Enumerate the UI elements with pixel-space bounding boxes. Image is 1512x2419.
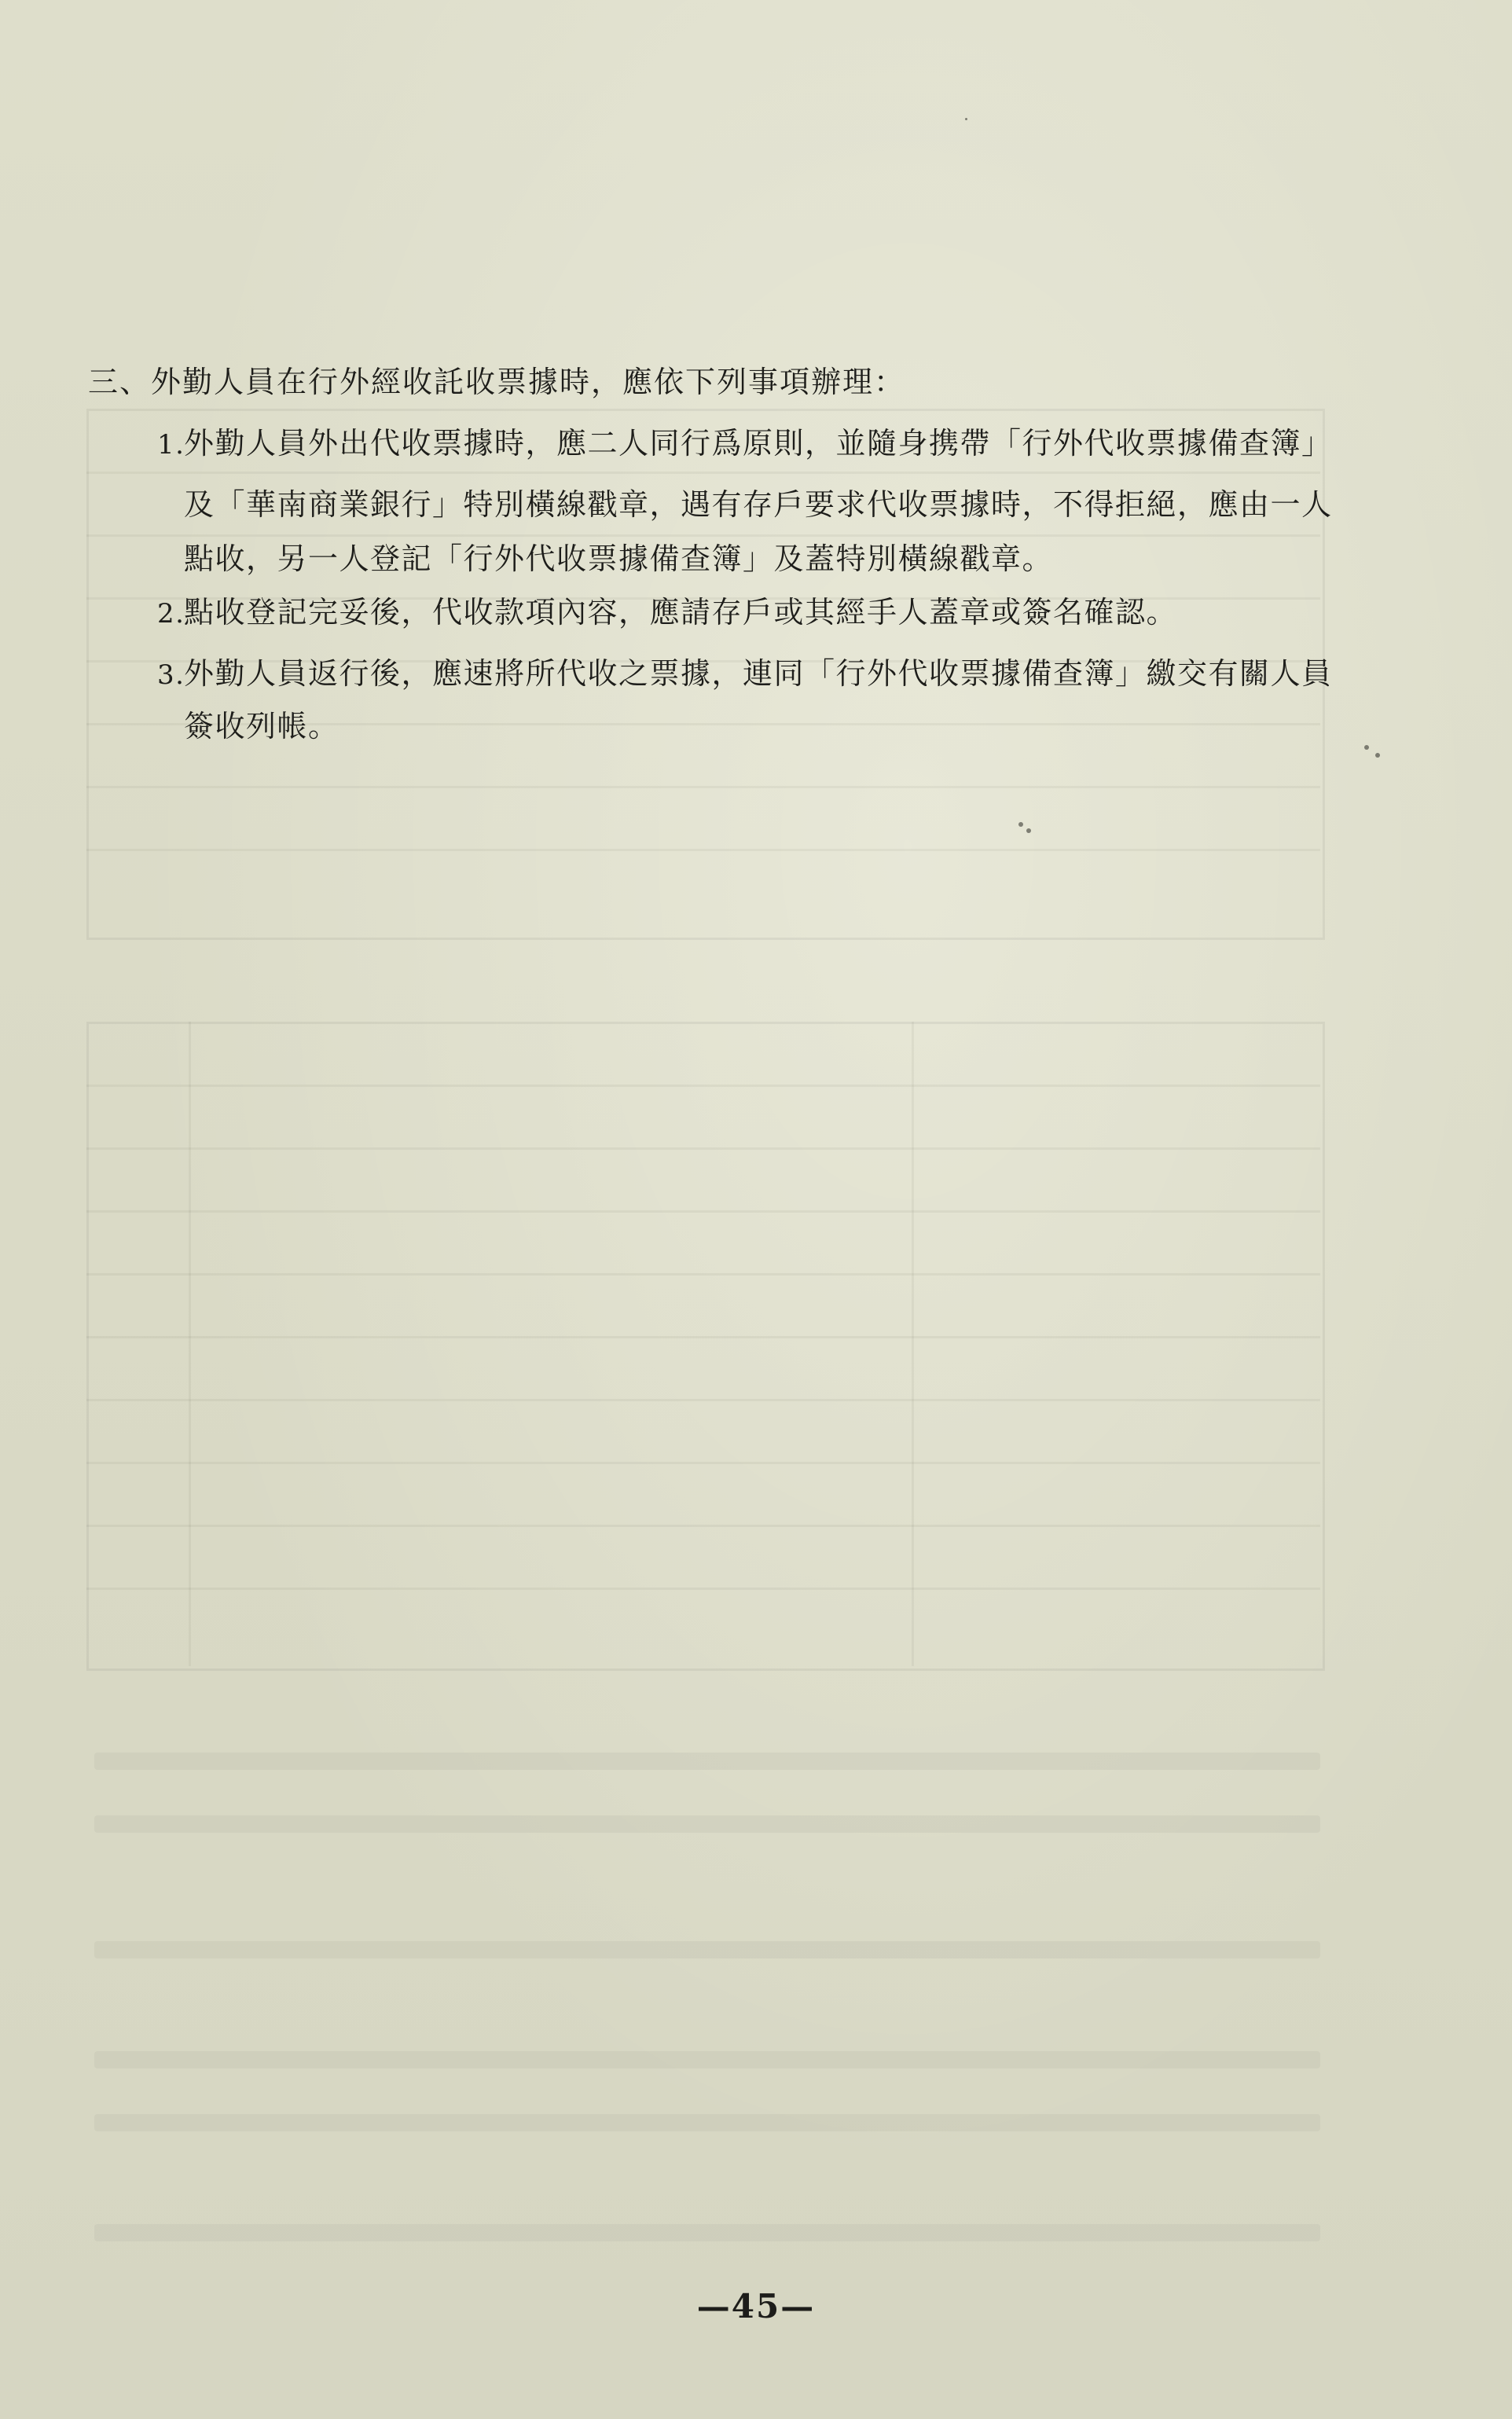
bleed-through-text bbox=[94, 2114, 1320, 2131]
bleed-through-text bbox=[94, 1815, 1320, 1833]
list-item-number: 2. bbox=[157, 598, 185, 630]
list-item-number: 3. bbox=[157, 659, 185, 691]
dust-speck bbox=[965, 118, 967, 120]
bleed-through-rule bbox=[912, 1022, 914, 1666]
bleed-through-rule bbox=[86, 1273, 1320, 1276]
bleed-through-rule bbox=[86, 849, 1320, 851]
bleed-through-table-bottom bbox=[86, 1022, 1325, 1671]
list-item-line: 點收，另一人登記「行外代收票據備查簿」及蓋特別橫線戳章。 bbox=[184, 541, 1054, 576]
dust-speck bbox=[1018, 822, 1023, 827]
list-item-line: 外勤人員返行後，應速將所代收之票據，連同「行外代收票據備查簿」繳交有關人員 bbox=[184, 656, 1333, 691]
section-heading: 三、外勤人員在行外經收託收票據時，應依下列事項辦理： bbox=[88, 365, 906, 399]
bleed-through-rule bbox=[189, 1022, 191, 1666]
list-item-line: 點收登記完妥後，代收款項內容，應請存戶或其經手人蓋章或簽名確認。 bbox=[184, 595, 1178, 630]
list-item-number: 1. bbox=[157, 429, 185, 461]
bleed-through-rule bbox=[86, 1588, 1320, 1590]
list-item-line: 外勤人員外出代收票據時，應二人同行爲原則，並隨身携帶「行外代收票據備查簿」 bbox=[184, 426, 1333, 461]
bleed-through-rule bbox=[86, 1210, 1320, 1213]
list-item-3 bbox=[157, 649, 1333, 692]
bleed-through-rule bbox=[86, 1147, 1320, 1150]
dust-speck bbox=[1026, 828, 1031, 833]
bleed-through-rule bbox=[86, 1525, 1320, 1527]
dust-speck bbox=[1375, 753, 1380, 758]
list-item-line: 簽收列帳。 bbox=[184, 709, 339, 743]
bleed-through-rule bbox=[86, 786, 1320, 788]
list-item-line: 及「華南商業銀行」特別橫線戳章，遇有存戶要求代收票據時，不得拒絕，應由一人 bbox=[184, 487, 1333, 522]
bleed-through-rule bbox=[86, 1336, 1320, 1338]
bleed-through-rule bbox=[86, 1462, 1320, 1464]
bleed-through-text bbox=[94, 1753, 1320, 1770]
page-number: —45— bbox=[696, 2287, 816, 2325]
bleed-through-text bbox=[94, 1941, 1320, 1958]
bleed-through-rule bbox=[86, 1085, 1320, 1087]
list-item-1 bbox=[157, 419, 1333, 462]
dust-speck bbox=[1364, 745, 1369, 750]
bleed-through-text bbox=[94, 2224, 1320, 2241]
bleed-through-rule bbox=[86, 472, 1320, 474]
bleed-through-rule bbox=[86, 1399, 1320, 1401]
bleed-through-text bbox=[94, 2051, 1320, 2068]
list-item-2 bbox=[157, 588, 1177, 631]
